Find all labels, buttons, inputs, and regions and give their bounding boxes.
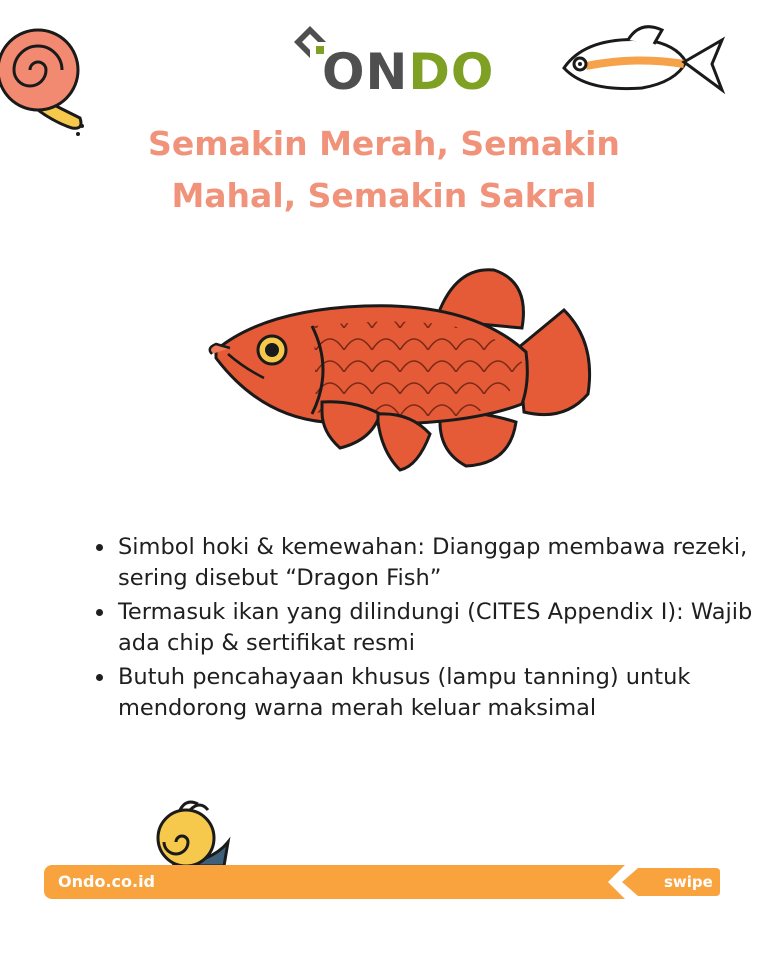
website-link[interactable]: Ondo.co.id (58, 872, 156, 891)
neon-tetra-illustration (556, 16, 728, 108)
title-line-2: Mahal, Semakin Sakral (171, 176, 597, 215)
logo-text-do: DO (408, 43, 495, 101)
ondo-logo (288, 22, 495, 102)
title-line-1: Semakin Merah, Semakin (148, 124, 620, 163)
bullet-item-1: • Simbol hoki & kemewahan: Dianggap membawa rezeki, sering disebut “Dragon Fish” (116, 532, 756, 594)
snail-illustration-bottom (142, 796, 234, 868)
page-title (84, 118, 684, 222)
bullet-item-2: • Termasuk ikan yang dilindungi (CITES Appendix I): Wajib ada chip & sertifikat resmi (116, 597, 756, 659)
bullet-item-3: • Butuh pencahayaan khusus (lampu tanning) untuk mendorong warna merah keluar maksimal (116, 662, 756, 724)
logo-text-on: ON (322, 43, 409, 101)
swipe-label: swipe (664, 873, 713, 891)
info-bullet-list (90, 532, 756, 727)
red-arowana-illustration (204, 262, 596, 478)
